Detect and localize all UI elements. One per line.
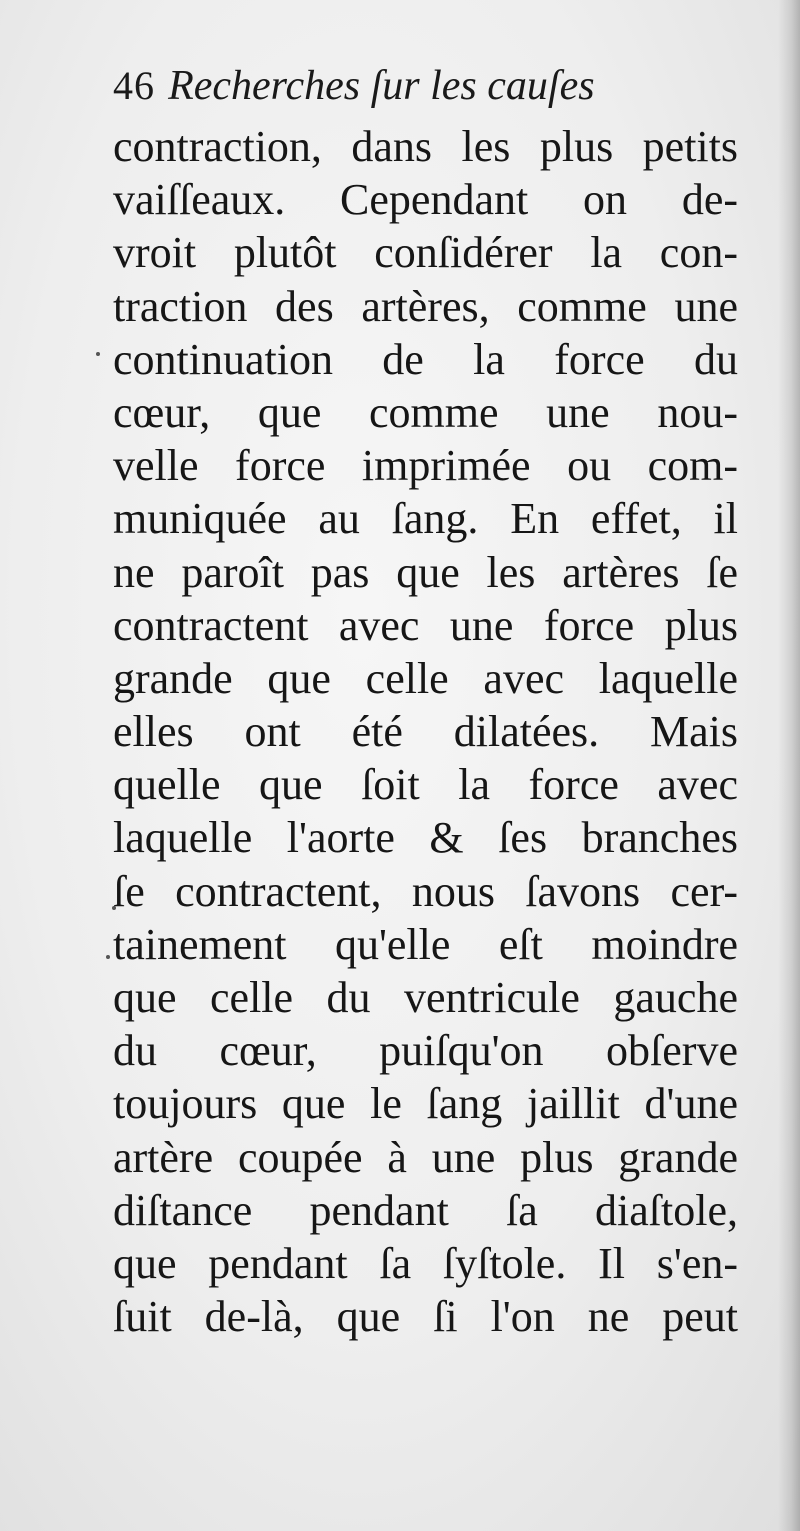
text-line: continuation de la force du	[113, 334, 738, 384]
text-line: diſtance pendant ſa diaſtole,	[113, 1185, 738, 1235]
text-line: ſuit de-là, que ſi l'on ne peut	[113, 1292, 738, 1342]
text-line: contractent avec une force plus	[113, 600, 738, 650]
text-line: que pendant ſa ſyſtole. Il s'en-	[113, 1238, 738, 1288]
body-text	[113, 120, 738, 1343]
text-line: que celle du ventricule gauche	[113, 973, 738, 1022]
running-title: Recherches ſur les cauſes	[168, 63, 595, 109]
text-line: toujours que le ſang jaillit d'une	[113, 1079, 738, 1129]
text-line: vaiſſeaux. Cependant on de-	[113, 175, 738, 225]
ink-speck	[96, 352, 100, 356]
text-line: tainement qu'elle eſt moindre	[113, 919, 738, 969]
page-edge-shadow	[778, 0, 800, 1531]
page-header	[113, 62, 733, 122]
text-line: quelle que ſoit la force avec	[113, 760, 738, 810]
text-line: cœur, que comme une nou-	[113, 387, 738, 437]
text-line: ſe contractent, nous ſavons cer-	[113, 866, 738, 916]
text-line: artère coupée à une plus grande	[113, 1132, 738, 1182]
ink-speck	[106, 955, 110, 959]
text-line: traction des artères, comme une	[113, 281, 738, 331]
text-line: du cœur, puiſqu'on obſerve	[113, 1026, 738, 1076]
page-number: 46	[113, 63, 155, 108]
text-line: muniquée au ſang. En effet, il	[113, 494, 738, 544]
text-line: elles ont été dilatées. Mais	[113, 707, 738, 757]
text-line: laquelle l'aorte & ſes branches	[113, 813, 738, 863]
text-line: velle force imprimée ou com-	[113, 441, 738, 491]
text-line: contraction, dans les plus petits	[113, 122, 738, 171]
text-line: vroit plutôt conſidérer la con-	[113, 228, 738, 278]
text-line: ne paroît pas que les artères ſe	[113, 547, 738, 597]
text-line: grande que celle avec laquelle	[113, 653, 738, 703]
